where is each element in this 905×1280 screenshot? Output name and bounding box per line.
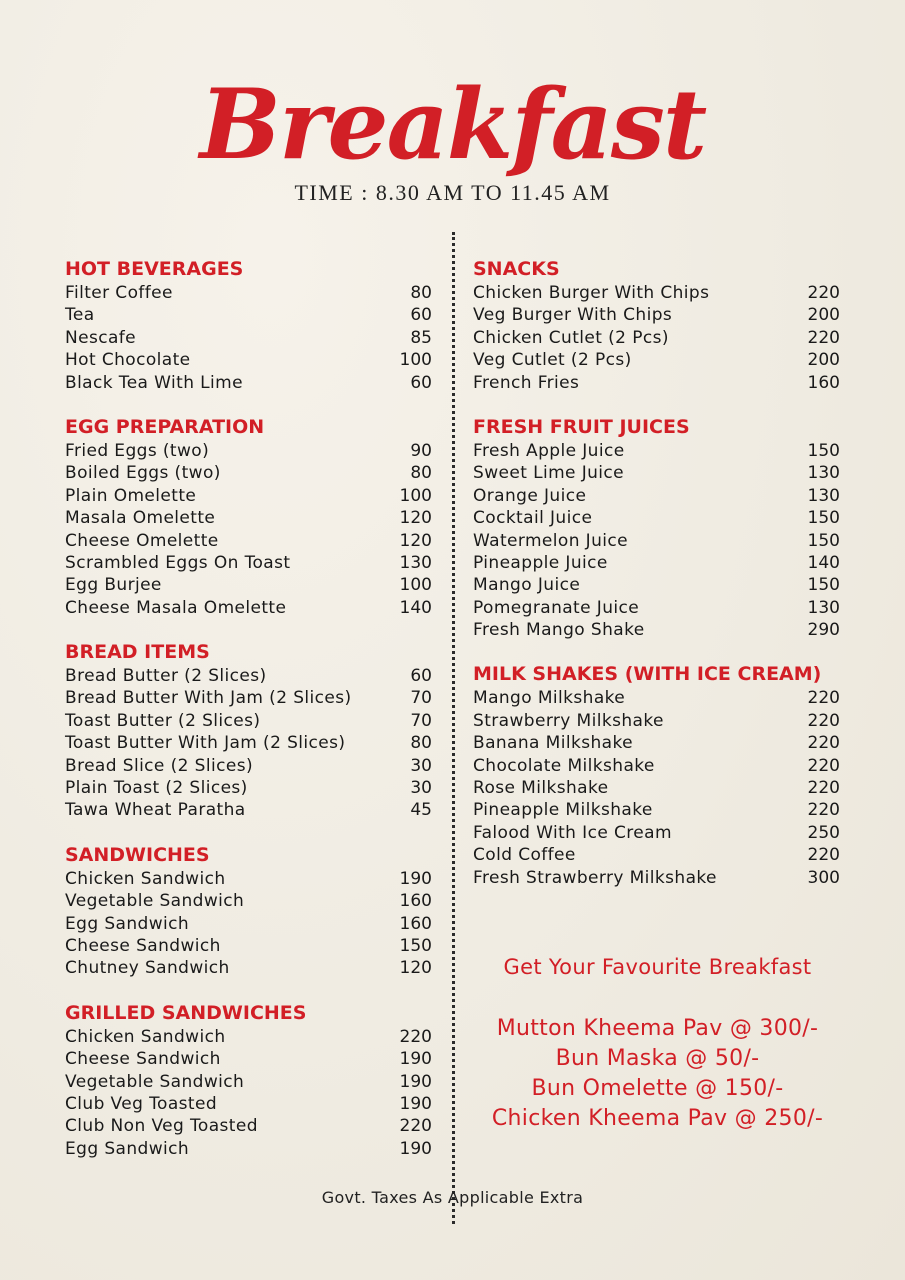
item-name: Toast Butter (2 Slices) [65,710,261,731]
item-name: Club Non Veg Toasted [65,1116,258,1137]
menu-item [65,1071,432,1093]
item-name: Hot Chocolate [65,350,191,371]
item-name: Black Tea With Lime [65,372,243,393]
item-price: 220 [807,778,840,799]
item-price: 45 [410,800,432,821]
menu-section [65,414,432,619]
item-price: 140 [807,552,840,573]
item-price: 140 [399,597,432,618]
menu-item [65,282,432,304]
menu-item [65,530,432,552]
menu-item [473,507,840,529]
menu-item [65,440,432,462]
item-price: 130 [399,552,432,573]
menu-item [65,665,432,687]
item-name: Chicken Sandwich [65,1026,226,1047]
menu-section [473,256,840,394]
item-price: 85 [410,327,432,348]
item-name: Toast Butter With Jam (2 Slices) [65,733,346,754]
item-name: Veg Burger With Chips [473,305,673,326]
menu-item [65,890,432,912]
item-price: 30 [410,778,432,799]
menu-section [65,842,432,980]
menu-item [65,687,432,709]
item-price: 190 [399,1071,432,1092]
item-price: 150 [399,935,432,956]
item-name: Cheese Sandwich [65,935,221,956]
menu-item [65,710,432,732]
section-title: BREAD ITEMS [65,641,210,664]
item-price: 290 [807,620,840,641]
section-title: GRILLED SANDWICHES [65,1001,307,1024]
item-price: 220 [807,755,840,776]
menu-item [473,282,840,304]
item-name: Chicken Sandwich [65,868,226,889]
item-price: 160 [807,372,840,393]
menu-item [473,755,840,777]
item-price: 220 [807,283,840,303]
section-title: EGG PREPARATION [65,415,265,438]
item-price: 220 [399,1026,432,1047]
menu-item [65,913,432,935]
item-name: Mango Juice [473,575,581,596]
item-name: Tawa Wheat Paratha [65,800,246,821]
promo-item: Mutton Kheema Pav @ 300/- [496,1016,819,1041]
item-price: 100 [399,575,432,596]
item-price: 200 [807,350,840,371]
item-name: Sweet Lime Juice [473,463,625,484]
menu-item [65,485,432,507]
item-price: 220 [807,845,840,866]
item-name: Chicken Burger With Chips [473,283,710,303]
item-name: Strawberry Milkshake [473,710,664,731]
item-name: Chicken Cutlet (2 Pcs) [473,327,669,348]
section-title: MILK SHAKES (WITH ICE CREAM) [473,663,822,686]
item-price: 300 [807,867,840,888]
item-name: Watermelon Juice [473,530,628,551]
menu-item [65,462,432,484]
item-price: 80 [410,733,432,754]
menu-item [65,304,432,326]
item-price: 250 [807,822,840,843]
section-title: FRESH FRUIT JUICES [473,415,690,438]
item-name: Orange Juice [473,485,587,506]
item-price: 220 [807,710,840,731]
menu-item [473,799,840,821]
item-price: 120 [399,508,432,529]
item-name: Club Veg Toasted [65,1093,218,1114]
menu-item [473,619,840,641]
item-name: Pomegranate Juice [473,597,640,618]
menu-section [473,414,840,642]
item-price: 190 [399,1138,432,1159]
menu-item [473,710,840,732]
menu-item [473,597,840,619]
item-price: 220 [807,800,840,821]
item-name: Filter Coffee [65,283,173,303]
item-name: Vegetable Sandwich [65,1071,245,1092]
item-price: 220 [399,1116,432,1137]
service-time: TIME : 8.30 AM TO 11.45 AM [294,180,611,205]
menu-item [65,574,432,596]
menu-item [473,462,840,484]
item-name: Cheese Sandwich [65,1049,221,1070]
menu-item [473,844,840,866]
promo-headline: Get Your Favourite Breakfast [503,955,812,979]
item-price: 60 [410,666,432,687]
item-price: 190 [399,868,432,889]
item-price: 200 [807,305,840,326]
menu-item [65,755,432,777]
section-title: HOT BEVERAGES [65,258,244,280]
item-price: 150 [807,575,840,596]
item-price: 60 [410,372,432,393]
item-name: Boiled Eggs (two) [65,463,221,484]
item-name: Fresh Apple Juice [473,440,625,461]
item-price: 120 [399,958,432,979]
item-name: Cheese Masala Omelette [65,597,287,618]
item-price: 220 [807,688,840,709]
item-name: Pineapple Juice [473,552,608,573]
right-column [473,256,840,909]
item-name: Plain Omelette [65,485,197,506]
promo-list [455,1014,860,1134]
item-name: Egg Sandwich [65,913,190,934]
item-name: Vegetable Sandwich [65,891,245,912]
item-name: Cocktail Juice [473,508,593,529]
item-name: Egg Sandwich [65,1138,190,1159]
menu-item [473,552,840,574]
menu-item [473,485,840,507]
item-price: 70 [410,688,432,709]
menu-item [65,1115,432,1137]
menu-item [65,552,432,574]
item-price: 160 [399,913,432,934]
item-price: 220 [807,733,840,754]
menu-item [65,957,432,979]
menu-section [65,639,432,822]
item-name: Bread Slice (2 Slices) [65,755,253,776]
item-price: 120 [399,530,432,551]
item-name: Rose Milkshake [473,778,609,799]
item-price: 130 [807,485,840,506]
menu-item [65,799,432,821]
menu-item [65,327,432,349]
left-column [65,256,432,1180]
item-name: Bread Butter (2 Slices) [65,666,267,687]
item-name: Bread Butter With Jam (2 Slices) [65,688,352,709]
item-name: Falood With Ice Cream [473,822,672,843]
menu-section [473,661,840,889]
item-name: Cold Coffee [473,845,576,866]
item-price: 100 [399,350,432,371]
item-name: Nescafe [65,327,137,348]
menu-item [473,327,840,349]
menu-item [65,1093,432,1115]
menu-item [65,1138,432,1160]
item-name: Egg Burjee [65,575,162,596]
item-price: 160 [399,891,432,912]
menu-item [473,530,840,552]
promo-item: Chicken Kheema Pav @ 250/- [491,1106,824,1131]
menu-item [65,868,432,890]
menu-title: Breakfast [199,68,706,181]
item-price: 80 [410,283,432,303]
menu-item [473,732,840,754]
menu-item [65,597,432,619]
item-name: Plain Toast (2 Slices) [65,778,248,799]
menu-item [473,687,840,709]
item-name: Pineapple Milkshake [473,800,653,821]
menu-item [473,867,840,889]
menu-item [473,777,840,799]
item-name: Fresh Mango Shake [473,620,645,641]
item-price: 70 [410,710,432,731]
item-price: 150 [807,508,840,529]
item-name: French Fries [473,372,580,393]
item-name: Chutney Sandwich [65,958,230,979]
menu-item [65,507,432,529]
item-name: Masala Omelette [65,508,216,529]
item-name: Mango Milkshake [473,688,626,709]
item-price: 90 [410,440,432,461]
item-price: 150 [807,530,840,551]
menu-item [65,349,432,371]
menu-section [65,1000,432,1160]
promo-item: Bun Omelette @ 150/- [531,1076,784,1101]
menu-item [473,822,840,844]
item-name: Fried Eggs (two) [65,440,210,461]
menu-item [473,440,840,462]
item-price: 190 [399,1049,432,1070]
item-price: 60 [410,305,432,326]
tax-note: Govt. Taxes As Applicable Extra [321,1188,584,1207]
item-name: Tea [65,305,95,326]
section-title: SNACKS [473,258,560,280]
menu-item [473,304,840,326]
item-price: 80 [410,463,432,484]
item-price: 150 [807,440,840,461]
section-title: SANDWICHES [65,843,210,866]
promo-item: Bun Maska @ 50/- [555,1046,760,1071]
menu-item [65,732,432,754]
item-name: Banana Milkshake [473,733,633,754]
menu-item [65,1048,432,1070]
item-price: 130 [807,463,840,484]
item-price: 220 [807,327,840,348]
menu-item [473,372,840,394]
item-price: 130 [807,597,840,618]
item-name: Fresh Strawberry Milkshake [473,867,717,888]
menu-item [65,777,432,799]
item-price: 30 [410,755,432,776]
menu-item [473,574,840,596]
item-name: Veg Cutlet (2 Pcs) [473,350,632,371]
menu-item [65,935,432,957]
item-price: 100 [399,485,432,506]
item-name: Chocolate Milkshake [473,755,655,776]
item-name: Cheese Omelette [65,530,219,551]
menu-item [65,1026,432,1048]
menu-item [65,372,432,394]
item-price: 190 [399,1093,432,1114]
menu-section [65,256,432,394]
menu-item [473,349,840,371]
item-name: Scrambled Eggs On Toast [65,552,291,573]
